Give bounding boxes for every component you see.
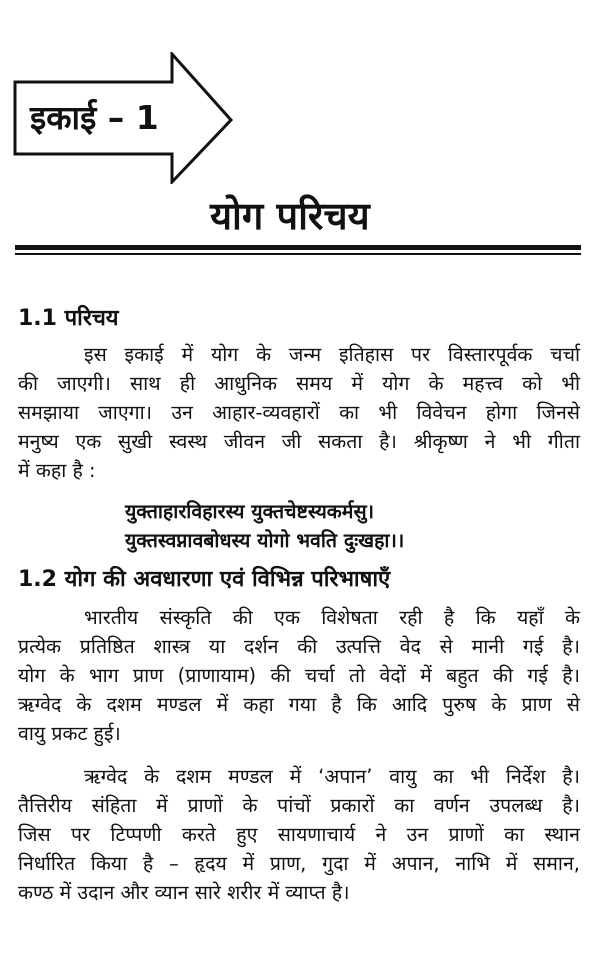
paragraph-line: कण्ठ में उदान और व्यान सारे शरीर में व्याप्त है। [18, 881, 350, 904]
paragraph-line: ऋग्वेद के दशम मण्डल में ‘अपान’ वायु का भी निर्देश है। [84, 765, 580, 788]
paragraph-line: वायु प्रकट हुई। [18, 722, 121, 745]
verse-line: युक्ताहारविहारस्य युक्तचेष्टस्यकर्मसु। [125, 500, 375, 523]
paragraph-line: में कहा है : [18, 459, 96, 482]
paragraph-line: समझाया जाएगा। उन आहार-व्यवहारों का भी विवेचन होगा जिनसे [18, 401, 580, 424]
paragraph-line: इस इकाई में योग के जन्म इतिहास पर विस्तारपूर्वक चर्चा [84, 343, 580, 366]
paragraph-line: जिस पर टिप्पणी करते हुए सायणाचार्य ने उन प्राणों का स्थान [18, 823, 580, 846]
unit-label: इकाई – 1 [30, 98, 159, 137]
paragraph-line: तैत्तिरीय संहिता में प्राणों के पांचों प्रकारों का वर्णन उपलब्ध है। [18, 794, 580, 817]
paragraph-line: मनुष्य एक सुखी स्वस्थ जीवन जी सकता है। श्रीकृष्ण ने भी गीता [18, 430, 580, 453]
title-underline-thin [15, 253, 581, 255]
title-underline-thick [15, 245, 581, 250]
section-heading-1-1: 1.1 परिचय [18, 306, 119, 331]
paragraph-line: निर्धारित किया है – हृदय में प्राण, गुदा में अपान, नाभि में समान, [18, 852, 580, 875]
paragraph-line: की जाएगी। साथ ही आधुनिक समय में योग के महत्त्व को भी [18, 372, 580, 395]
section-heading-1-2: 1.2 योग की अवधारणा एवं विभिन्न परिभाषाएँ [18, 567, 391, 592]
paragraph-line: प्रत्येक प्रतिष्ठित शास्त्र या दर्शन की उत्पत्ति वेद से मानी गई है। [18, 635, 580, 658]
paragraph-line: भारतीय संस्कृति की एक विशेषता रही है कि यहाँ के [84, 606, 580, 629]
chapter-title: योग परिचय [210, 194, 370, 238]
paragraph-line: ऋग्वेद के दशम मण्डल में कहा गया है कि आदि पुरुष के प्राण से [18, 693, 580, 716]
verse-line: युक्तस्वप्नावबोधस्य योगो भवति दुःखहा।। [125, 529, 405, 552]
paragraph-line: योग के भाग प्राण (प्राणायाम) की चर्चा तो वेदों में बहुत की गई है। [18, 664, 580, 687]
